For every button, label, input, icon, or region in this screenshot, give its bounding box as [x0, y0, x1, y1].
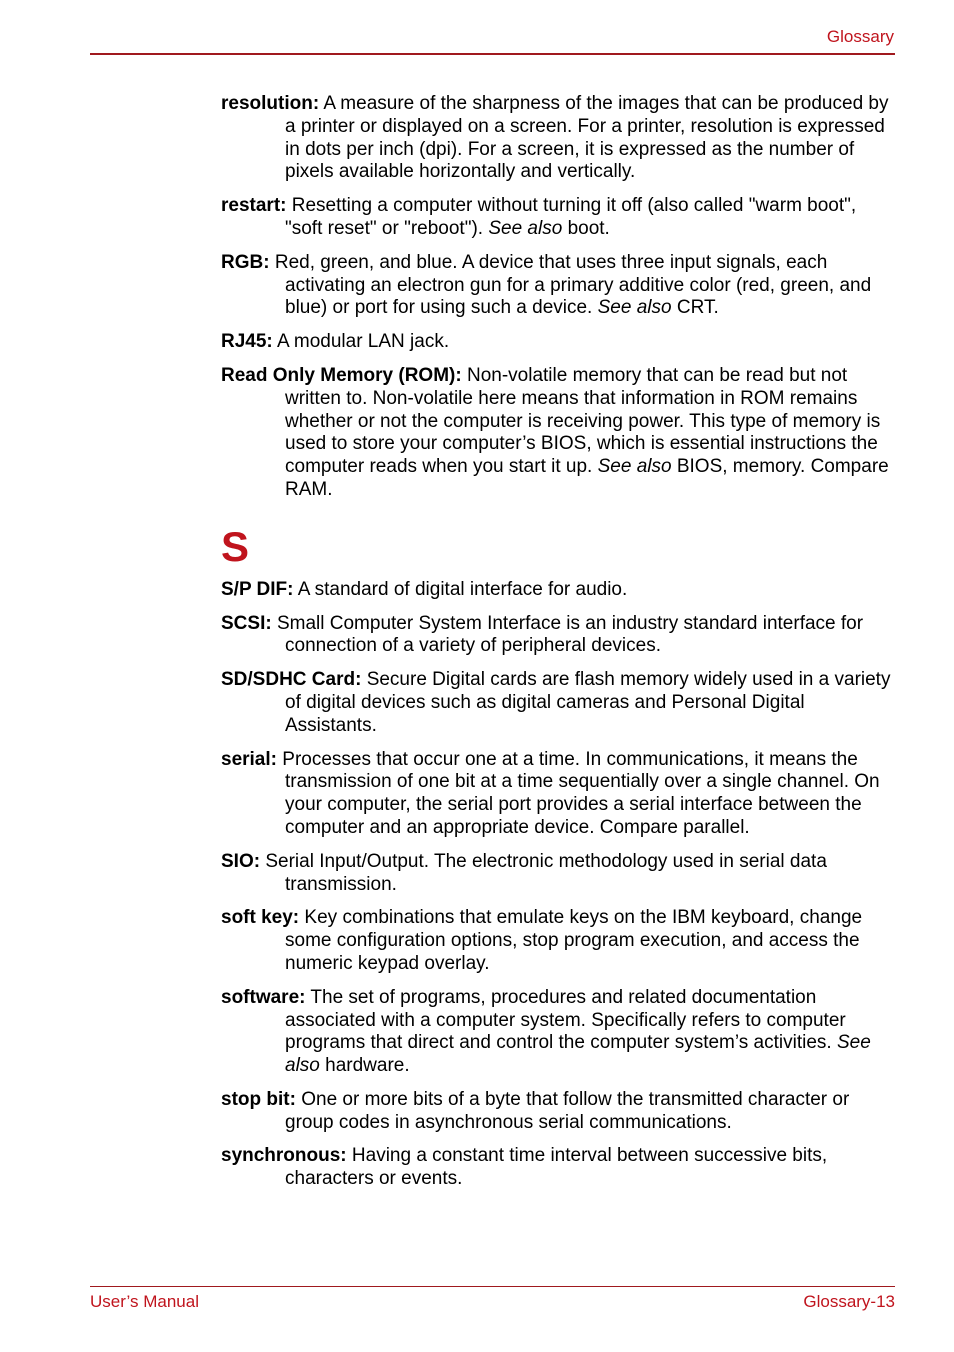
- see-also-label: See also: [597, 297, 672, 319]
- glossary-entry: [221, 613, 893, 659]
- see-also-label: See also: [285, 1032, 871, 1077]
- glossary-definition: One or more bits of a byte that follow the transmitted character or group codes in asynchronous serial communications.: [285, 1088, 850, 1133]
- glossary-entry: [221, 1145, 893, 1191]
- glossary-entry: [221, 749, 893, 840]
- glossary-definition: Processes that occur one at a time. In communications, it means the transmission of one bit at a time sequentially over a single channel. On your computer, the serial port provides a serial interface between the computer and an appropriate device. Compare parallel.: [282, 748, 880, 838]
- glossary-entry: [221, 365, 893, 502]
- footer-manual-title: User’s Manual: [90, 1292, 199, 1311]
- glossary-term: RJ45:: [221, 331, 273, 353]
- glossary-term: soft key:: [221, 907, 300, 929]
- glossary-definition: A modular LAN jack.: [276, 331, 450, 353]
- footer-rule: [90, 1286, 895, 1287]
- glossary-term: SIO:: [221, 850, 261, 872]
- glossary-entry: [221, 851, 893, 897]
- glossary-term: synchronous:: [221, 1145, 347, 1167]
- glossary-definition: Secure Digital cards are flash memory widely used in a variety of digital devices such as digital cameras and Personal Digital Assistants.: [285, 669, 891, 736]
- glossary-term: serial:: [221, 748, 277, 770]
- footer-page-number: Glossary-13: [803, 1292, 895, 1311]
- see-also-reference: boot.: [567, 217, 610, 239]
- glossary-definition: Key combinations that emulate keys on the IBM keyboard, change some configuration options, stop program execution, and access the numeric keypad overlay.: [285, 907, 863, 974]
- glossary-definition: Small Computer System Interface is an industry standard interface for connection of a variety of peripheral devices.: [276, 612, 864, 657]
- see-also-label: See also: [488, 217, 563, 239]
- glossary-entry: [221, 907, 893, 975]
- glossary-definition: The set of programs, procedures and related documentation associated with a computer system. Specifically refers to computer programs that direct and control the computer system’s activities.: [285, 986, 846, 1054]
- glossary-entry: [221, 195, 893, 241]
- glossary-term: restart:: [221, 195, 287, 217]
- glossary-definition: A standard of digital interface for audio.: [297, 578, 628, 600]
- running-header-title: Glossary: [826, 27, 894, 46]
- glossary-term: Read Only Memory (ROM):: [221, 364, 462, 386]
- see-also-label: See also: [597, 456, 672, 478]
- glossary-term: S/P DIF:: [221, 578, 294, 600]
- glossary-term: stop bit:: [221, 1088, 296, 1110]
- glossary-term: SD/SDHC Card:: [221, 669, 362, 691]
- glossary-definition: Serial Input/Output. The electronic methodology used in serial data transmission.: [265, 850, 827, 895]
- glossary-entry: [221, 669, 893, 737]
- glossary-definition: Red, green, and blue. A device that uses three input signals, each activating an electron gun for a primary additive color (red, green, and blue) or port for using such a device.: [274, 251, 872, 319]
- glossary-definition: Resetting a computer without turning it off (also called "warm boot", "soft reset" or "reboot").: [285, 195, 857, 239]
- glossary-entry: [221, 331, 893, 354]
- glossary-entry: [221, 93, 893, 184]
- glossary-content: [221, 93, 893, 1202]
- glossary-entry: [221, 579, 893, 602]
- header-rule: [90, 53, 895, 55]
- glossary-definition: Having a constant time interval between successive bits, characters or events.: [285, 1145, 828, 1190]
- glossary-list-s: [221, 579, 893, 1191]
- glossary-term: RGB:: [221, 251, 270, 273]
- glossary-entry: [221, 987, 893, 1078]
- see-also-reference: hardware.: [325, 1055, 410, 1077]
- glossary-term: software:: [221, 986, 306, 1008]
- section-letter: S: [221, 522, 250, 570]
- glossary-entry: [221, 1089, 893, 1135]
- glossary-list-r: [221, 93, 893, 502]
- glossary-term: resolution:: [221, 93, 320, 114]
- glossary-term: SCSI:: [221, 612, 272, 634]
- see-also-reference: BIOS, memory. Compare RAM.: [285, 456, 889, 500]
- glossary-entry: [221, 252, 893, 320]
- glossary-definition: A measure of the sharpness of the images that can be produced by a printer or displayed on a screen. For a printer, resolution is expressed in dots per inch (dpi). For a screen, it is expressed as the number of pixels available horizontally and vertically.: [285, 93, 889, 183]
- glossary-definition: Non-volatile memory that can be read but not written to. Non-volatile here means that information in ROM remains whether or not the computer is receiving power. This type of memory is used to store your computer’s BIOS, which is essential instructions the computer reads when you start it up.: [285, 364, 881, 478]
- see-also-reference: CRT.: [676, 297, 719, 319]
